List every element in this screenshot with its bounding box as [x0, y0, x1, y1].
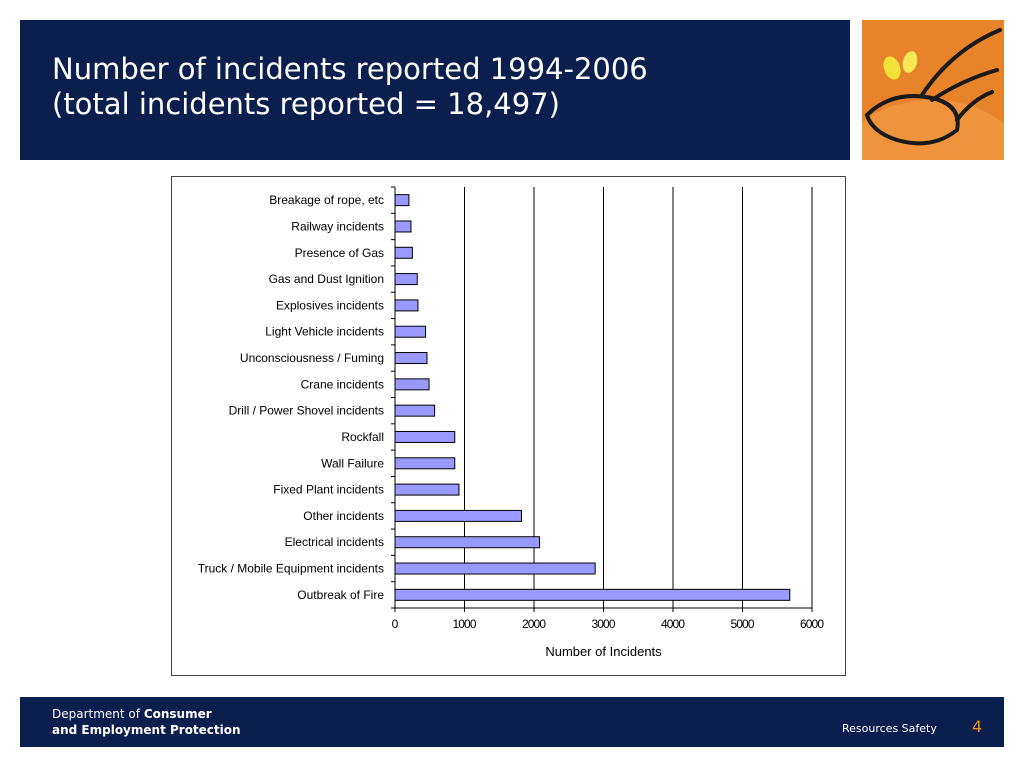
- slide-title-line-1: Number of incidents reported 1994-2006: [52, 52, 648, 86]
- bar: [395, 431, 455, 442]
- x-tick-label: 6000: [800, 617, 824, 631]
- x-axis-title: Number of Incidents: [545, 644, 662, 659]
- bar: [395, 195, 409, 206]
- bar: [395, 510, 521, 521]
- category-label: Electrical incidents: [284, 535, 384, 550]
- dept-bold-1: Consumer: [143, 707, 212, 721]
- category-label: Presence of Gas: [294, 245, 384, 260]
- department-name: [52, 706, 241, 738]
- category-label: Explosives incidents: [275, 298, 384, 313]
- chart-frame: [171, 176, 846, 676]
- category-label: Breakage of rope, etc: [269, 193, 384, 208]
- category-label: Railway incidents: [291, 219, 384, 234]
- bar: [395, 537, 540, 548]
- safety-glasses-photo: [862, 20, 1004, 160]
- category-label: Wall Failure: [321, 456, 384, 471]
- bar: [395, 221, 411, 232]
- slide-title-line-2: (total incidents reported = 18,497): [52, 87, 560, 121]
- x-tick-label: 1000: [452, 617, 477, 631]
- category-label: Other incidents: [303, 508, 384, 523]
- page-number: 4: [972, 717, 983, 736]
- bar: [395, 247, 412, 258]
- bar: [395, 405, 435, 416]
- bar: [395, 484, 459, 495]
- dept-prefix: Department of: [52, 707, 144, 721]
- category-label: Rockfall: [341, 429, 384, 444]
- title-banner: [20, 20, 850, 160]
- bar: [395, 326, 426, 337]
- bar: [395, 379, 429, 390]
- category-label: Truck / Mobile Equipment incidents: [197, 561, 384, 576]
- resources-safety-label: Resources Safety: [842, 722, 937, 735]
- x-tick-label: 4000: [661, 617, 685, 631]
- category-label: Drill / Power Shovel incidents: [228, 403, 384, 418]
- bar: [395, 353, 427, 364]
- x-tick-label: 3000: [591, 617, 616, 631]
- slide-title: [52, 52, 648, 122]
- category-label: Fixed Plant incidents: [273, 482, 384, 497]
- category-label: Unconsciousness / Fuming: [239, 351, 384, 366]
- footer-bar: [20, 697, 1004, 747]
- x-tick-label: 0: [391, 617, 399, 631]
- x-tick-label: 5000: [730, 617, 755, 631]
- bar: [395, 458, 455, 469]
- category-label: Light Vehicle incidents: [265, 324, 384, 339]
- category-label: Gas and Dust Ignition: [268, 272, 384, 287]
- category-label: Outbreak of Fire: [297, 587, 384, 602]
- bar: [395, 300, 418, 311]
- bar: [395, 563, 595, 574]
- x-tick-label: 2000: [522, 617, 546, 631]
- incidents-bar-chart: [172, 177, 847, 677]
- category-label: Crane incidents: [300, 377, 384, 392]
- dept-bold-2: and Employment Protection: [52, 723, 241, 737]
- bar: [395, 274, 417, 285]
- bar: [395, 589, 790, 600]
